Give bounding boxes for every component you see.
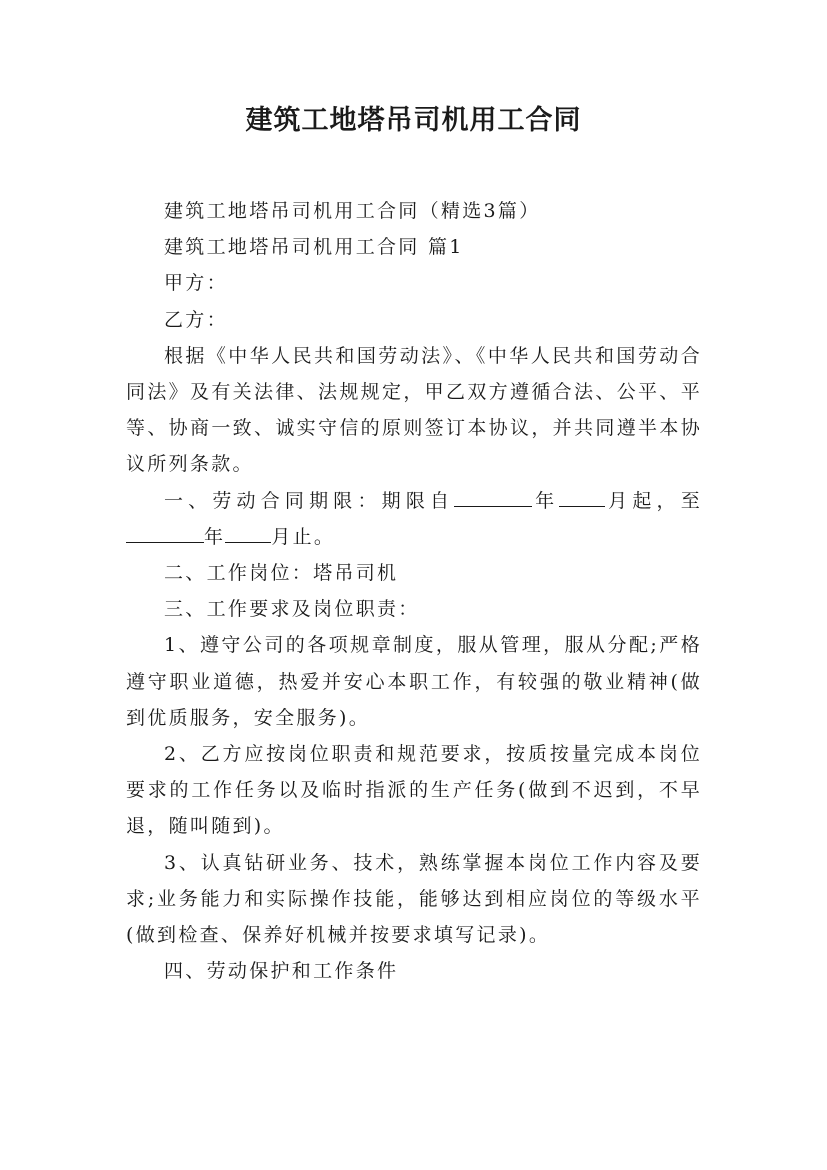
start-month-blank [559, 488, 605, 507]
term-year-label-1: 年 [532, 489, 560, 512]
section-heading: 建筑工地塔吊司机用工合同 篇1 [164, 236, 464, 259]
party-a-line: 甲方： [164, 272, 228, 295]
work-post-clause: 二、工作岗位：塔吊司机 [164, 562, 399, 585]
end-month-blank [225, 524, 271, 543]
term-label: 一、劳动合同期限：期限自 [164, 489, 455, 512]
duty-item-1: 1、遵守公司的各项规章制度，服从管理，服从分配;严格遵守职业道德，热爱并安心本职工作，有较强的敬业精神(做到优质服务，安全服务)。 [126, 634, 702, 729]
start-year-blank [454, 488, 532, 507]
document-title: 建筑工地塔吊司机用工合同 [245, 105, 582, 136]
subtitle-line: 建筑工地塔吊司机用工合同（精选3篇） [164, 200, 541, 222]
end-year-blank [126, 524, 204, 543]
party-b-line: 乙方： [164, 308, 228, 331]
duty-item-3: 3、认真钻研业务、技术，熟练掌握本岗位工作内容及要求;业务能力和实际操作技能，能够达到相应岗位的等级水平(做到检查、保养好机械并按要求填写记录)。 [126, 851, 702, 947]
duty-item-2: 2、乙方应按岗位职责和规范要求，按质按量完成本岗位要求的工作任务以及临时指派的生产任务(做到不迟到，不早退，随叫随到)。 [126, 743, 702, 838]
preamble-paragraph: 根据《中华人民共和国劳动法》、《中华人民共和国劳动合同法》及有关法律、法规规定，甲乙双方遵循合法、公平、平等、协商一致、诚实守信的原则签订本协议，并共同遵半本协议所列条款。 [126, 344, 702, 476]
term-month-label-2: 月止。 [271, 525, 336, 548]
contract-term-clause [126, 483, 702, 555]
protection-heading: 四、劳动保护和工作条件 [164, 960, 399, 983]
document-body [126, 193, 702, 989]
term-month-label-1: 月起，至 [605, 489, 702, 512]
duties-heading: 三、工作要求及岗位职责： [164, 598, 420, 621]
term-year-label-2: 年 [204, 525, 226, 548]
